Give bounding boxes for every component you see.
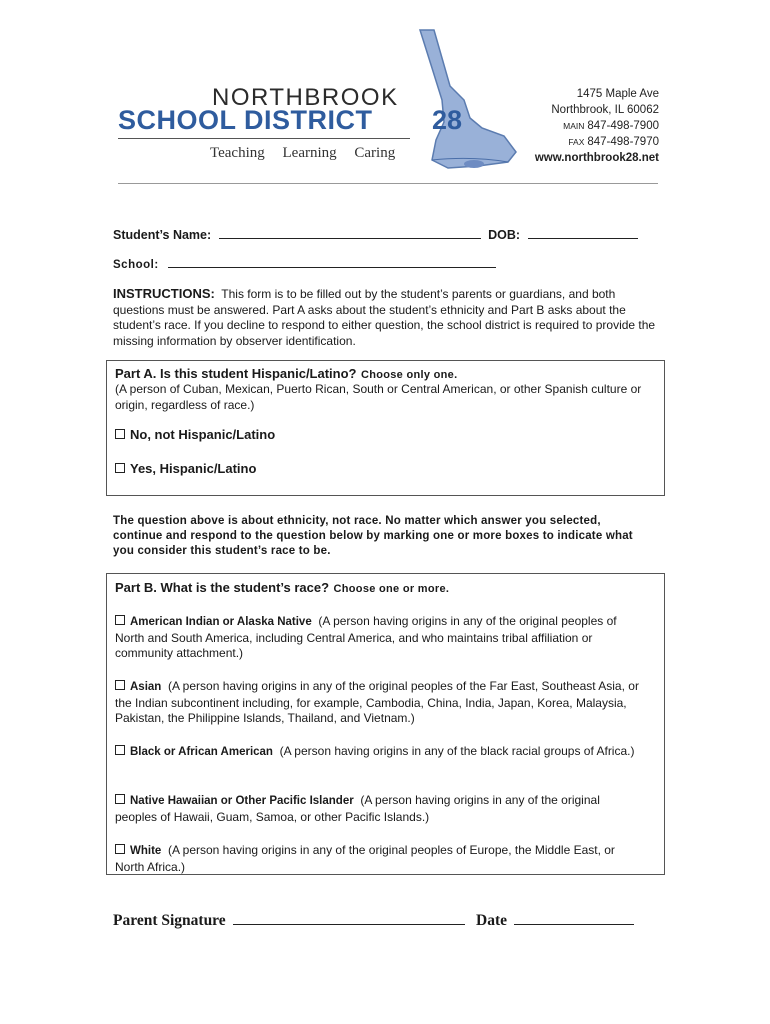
checkbox[interactable] xyxy=(115,745,125,755)
checkbox[interactable] xyxy=(115,794,125,804)
address-street: 1475 Maple Ave xyxy=(576,88,659,100)
part-b-title: Part B. What is the student’s race? xyxy=(115,580,330,595)
main-phone xyxy=(532,118,659,134)
dob-field[interactable] xyxy=(528,226,638,239)
part-b-header xyxy=(115,579,449,597)
checkbox[interactable] xyxy=(115,680,125,690)
part-a-box xyxy=(106,360,665,496)
main-phone-label: MAIN xyxy=(563,121,585,131)
student-name-field[interactable] xyxy=(219,226,481,239)
website-link[interactable]: www.northbrook28.net xyxy=(534,152,659,164)
logo-northbrook: NORTHBROOK xyxy=(212,84,399,111)
race-option-label: White xyxy=(130,845,162,857)
part-a-header xyxy=(115,365,457,383)
race-option-label: Native Hawaiian or Other Pacific Islander xyxy=(130,795,354,807)
instructions xyxy=(113,286,663,349)
school-label: School: xyxy=(113,259,159,271)
option-hispanic[interactable] xyxy=(115,461,256,476)
date-row xyxy=(476,910,634,930)
instructions-heading: INSTRUCTIONS: xyxy=(113,286,215,301)
race-option-description: (A person having origins in any of the original peoples of North and South America, including Central America, and who maintains tribal affiliation or community attachment.) xyxy=(115,614,617,660)
race-option-description: (A person having origins in any of the original peoples of the Far East, Southeast Asia, or the Indian subcontinent including, for example, Cambodia, China, India, Japan, Korea, Malaysia, Pakistan, the Philippine Islands, Thailand, and Vietnam.) xyxy=(115,679,639,725)
option-hispanic-label: Yes, Hispanic/Latino xyxy=(130,461,257,476)
school-row xyxy=(113,256,496,271)
dob-label: DOB: xyxy=(488,228,521,242)
race-option-description: (A person having origins in any of the black racial groups of Africa.) xyxy=(279,744,635,758)
part-a-note: Choose only one. xyxy=(360,369,458,381)
part-b-note: Choose one or more. xyxy=(333,583,450,595)
main-phone-number: 847-498-7900 xyxy=(587,120,659,132)
race-option-label: Asian xyxy=(130,681,162,693)
race-option-label: Black or African American xyxy=(130,746,273,758)
date-label: Date xyxy=(476,912,507,929)
race-option-description: (A person having origins in any of the original peoples of Hawaii, Guam, Samoa, or other Pacific Islands.) xyxy=(115,793,600,824)
logo-divider xyxy=(118,138,410,139)
fax-phone xyxy=(532,134,659,150)
ethnicity-note: The question above is about ethnicity, not race. No matter which answer you selected, continue and respond to the question below by marking one or more boxes to indicate what you consider this student’s race to be. xyxy=(113,515,633,557)
option-not-hispanic[interactable] xyxy=(115,427,275,442)
school-field[interactable] xyxy=(168,256,496,268)
race-option-label: American Indian or Alaska Native xyxy=(130,616,312,628)
student-info-row xyxy=(113,226,638,242)
parent-signature-row xyxy=(113,910,465,930)
race-option-american-indian[interactable] xyxy=(115,614,645,662)
race-option-pacific-islander[interactable] xyxy=(115,793,645,825)
race-option-description: (A person having origins in any of the original peoples of Europe, the Middle East, or North Africa.) xyxy=(115,843,615,874)
parent-signature-field[interactable] xyxy=(233,910,465,925)
checkbox[interactable] xyxy=(115,615,125,625)
student-name-label: Student’s Name: xyxy=(113,228,212,242)
bell-logo-icon xyxy=(412,28,522,170)
header-divider xyxy=(118,183,658,184)
fax-number: 847-498-7970 xyxy=(587,136,659,148)
logo-school-district: SCHOOL DISTRICT xyxy=(118,105,373,135)
checkbox[interactable] xyxy=(115,429,125,439)
fax-label: FAX xyxy=(568,137,585,147)
date-field[interactable] xyxy=(514,910,634,925)
checkbox[interactable] xyxy=(115,844,125,854)
address-city: Northbrook, IL 60062 xyxy=(551,104,659,116)
instructions-text: This form is to be filled out by the student’s parents or guardians, and both questions must be answered. Part A asks about the student’s ethnicity and Part B asks about the student’s race. If you decline to respond to either question, the school district is required to provide the missing information by observer identification. xyxy=(113,287,656,348)
logo-district-number: 28 xyxy=(432,105,463,135)
option-not-hispanic-label: No, not Hispanic/Latino xyxy=(130,427,276,442)
part-b-box xyxy=(106,573,665,875)
part-a-title: Part A. Is this student Hispanic/Latino? xyxy=(115,366,357,381)
checkbox[interactable] xyxy=(115,463,125,473)
district-address xyxy=(532,86,659,166)
race-option-asian[interactable] xyxy=(115,679,645,727)
part-a-description: (A person of Cuban, Mexican, Puerto Rican, South or Central American, or other Spanish culture or origin, regardless of race.) xyxy=(115,382,642,412)
race-option-black[interactable] xyxy=(115,744,645,761)
logo-tagline: Teaching Learning Caring xyxy=(210,145,396,161)
parent-signature-label: Parent Signature xyxy=(113,912,226,929)
race-option-white[interactable] xyxy=(115,843,645,875)
